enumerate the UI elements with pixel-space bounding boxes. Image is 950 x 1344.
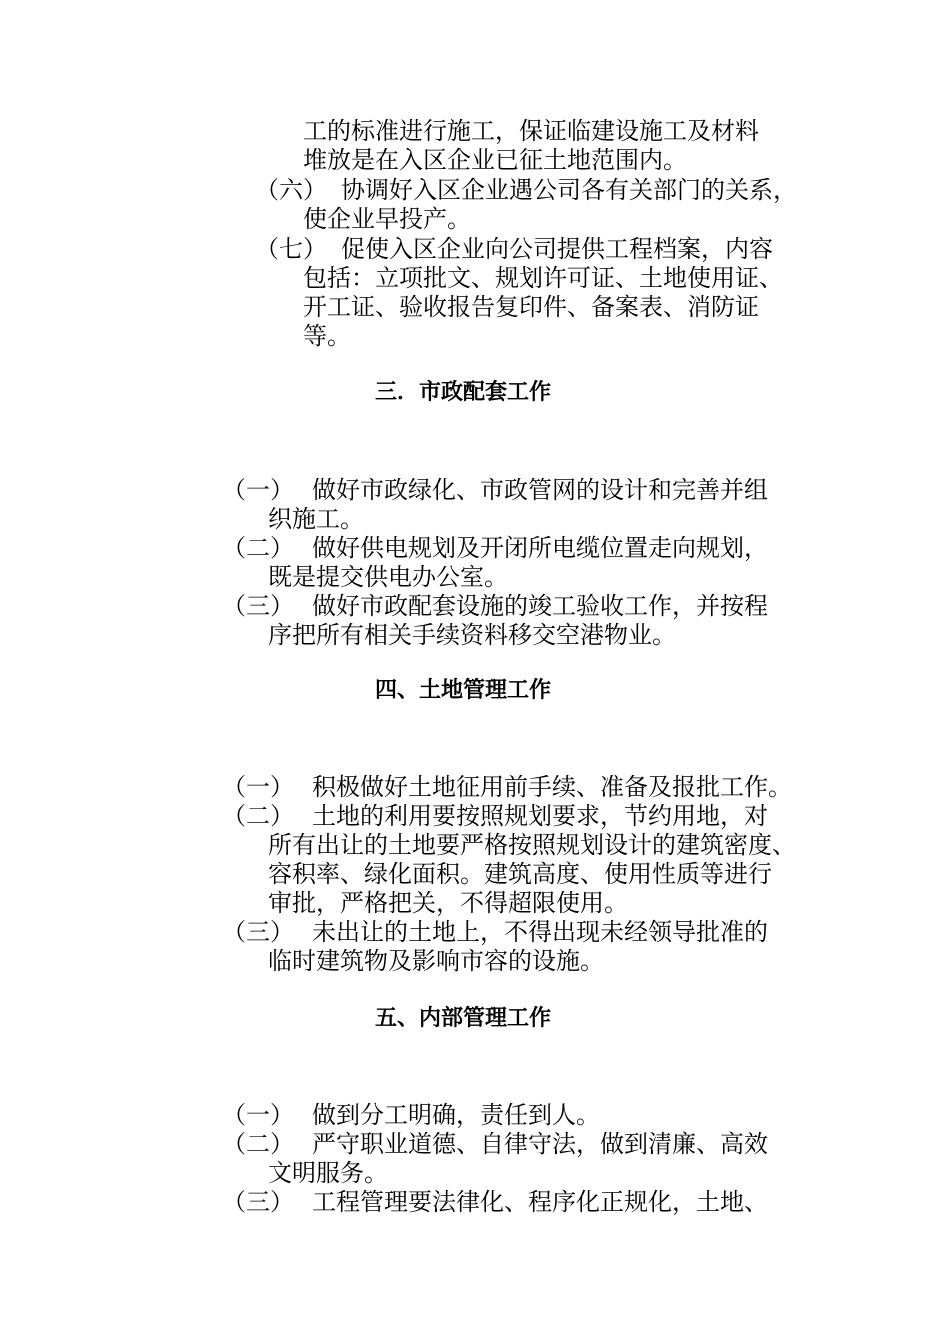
item-text: 做到分工明确，责任到人。	[312, 1101, 600, 1129]
section-heading: 五、内部管理工作	[375, 1006, 552, 1031]
text-line: 临时建筑物及影响市容的设施。	[268, 947, 604, 975]
text-line: 审批，严格把关，不得超限使用。	[268, 889, 628, 917]
list-item	[255, 175, 797, 205]
list-item	[255, 234, 773, 264]
text-line: 开工证、验收报告复印件、备案表、消防证	[303, 293, 759, 321]
item-text: 做好市政绿化、市政管网的设计和完善并组	[312, 476, 768, 504]
item-text: 协调好入区企业遇公司各有关部门的关系，	[341, 176, 797, 204]
item-number: （一）	[222, 1101, 294, 1129]
list-item	[222, 591, 768, 621]
item-text: 土地的利用要按照规划要求，节约用地，对	[312, 802, 768, 830]
item-text: 做好供电规划及开闭所电缆位置走向规划，	[312, 534, 768, 562]
text-line: 序把所有相关手续资料移交空港物业。	[268, 621, 676, 649]
item-text: 积极做好土地征用前手续、准备及报批工作。	[312, 773, 792, 801]
item-number: （一）	[222, 476, 294, 504]
item-number: （三）	[222, 592, 294, 620]
text-line: 使企业早投产。	[303, 205, 471, 233]
section-heading: 四、土地管理工作	[375, 678, 552, 703]
list-item	[222, 772, 792, 802]
item-number: （二）	[222, 802, 294, 830]
item-text: 未出让的土地上，不得出现未经领导批准的	[312, 918, 768, 946]
item-text: 工程管理要法律化、程序化正规化，土地、	[312, 1188, 768, 1216]
text-line: 堆放是在入区企业已征土地范围内。	[303, 146, 687, 174]
item-number: （二）	[222, 534, 294, 562]
text-line: 等。	[303, 322, 351, 350]
text-line: 既是提交供电办公室。	[268, 563, 508, 591]
text-line: 容积率、绿化面积。建筑高度、使用性质等进行	[268, 860, 772, 888]
item-text: 促使入区企业向公司提供工程档案，内容	[341, 235, 773, 263]
item-number: （三）	[222, 918, 294, 946]
item-number: （六）	[255, 176, 327, 204]
list-item	[222, 917, 768, 947]
item-text: 做好市政配套设施的竣工验收工作，并按程	[312, 592, 768, 620]
item-number: （七）	[255, 235, 327, 263]
list-item	[222, 1129, 768, 1159]
text-line: 织施工。	[268, 505, 364, 533]
text-line: 工的标准进行施工，保证临建设施工及材料	[303, 117, 759, 145]
item-text: 严守职业道德、自律守法，做到清廉、高效	[312, 1130, 768, 1158]
text-line: 所有出让的土地要严格按照规划设计的建筑密度、	[268, 831, 796, 859]
item-number: （一）	[222, 773, 294, 801]
list-item	[222, 801, 768, 831]
list-item	[222, 475, 768, 505]
item-number: （二）	[222, 1130, 294, 1158]
text-line: 包括：立项批文、规划许可证、土地使用证、	[303, 264, 783, 292]
section-heading: 三．市政配套工作	[375, 380, 552, 405]
text-line: 文明服务。	[268, 1159, 388, 1187]
list-item	[222, 1187, 768, 1217]
list-item	[222, 533, 768, 563]
item-number: （三）	[222, 1188, 294, 1216]
list-item	[222, 1100, 600, 1130]
